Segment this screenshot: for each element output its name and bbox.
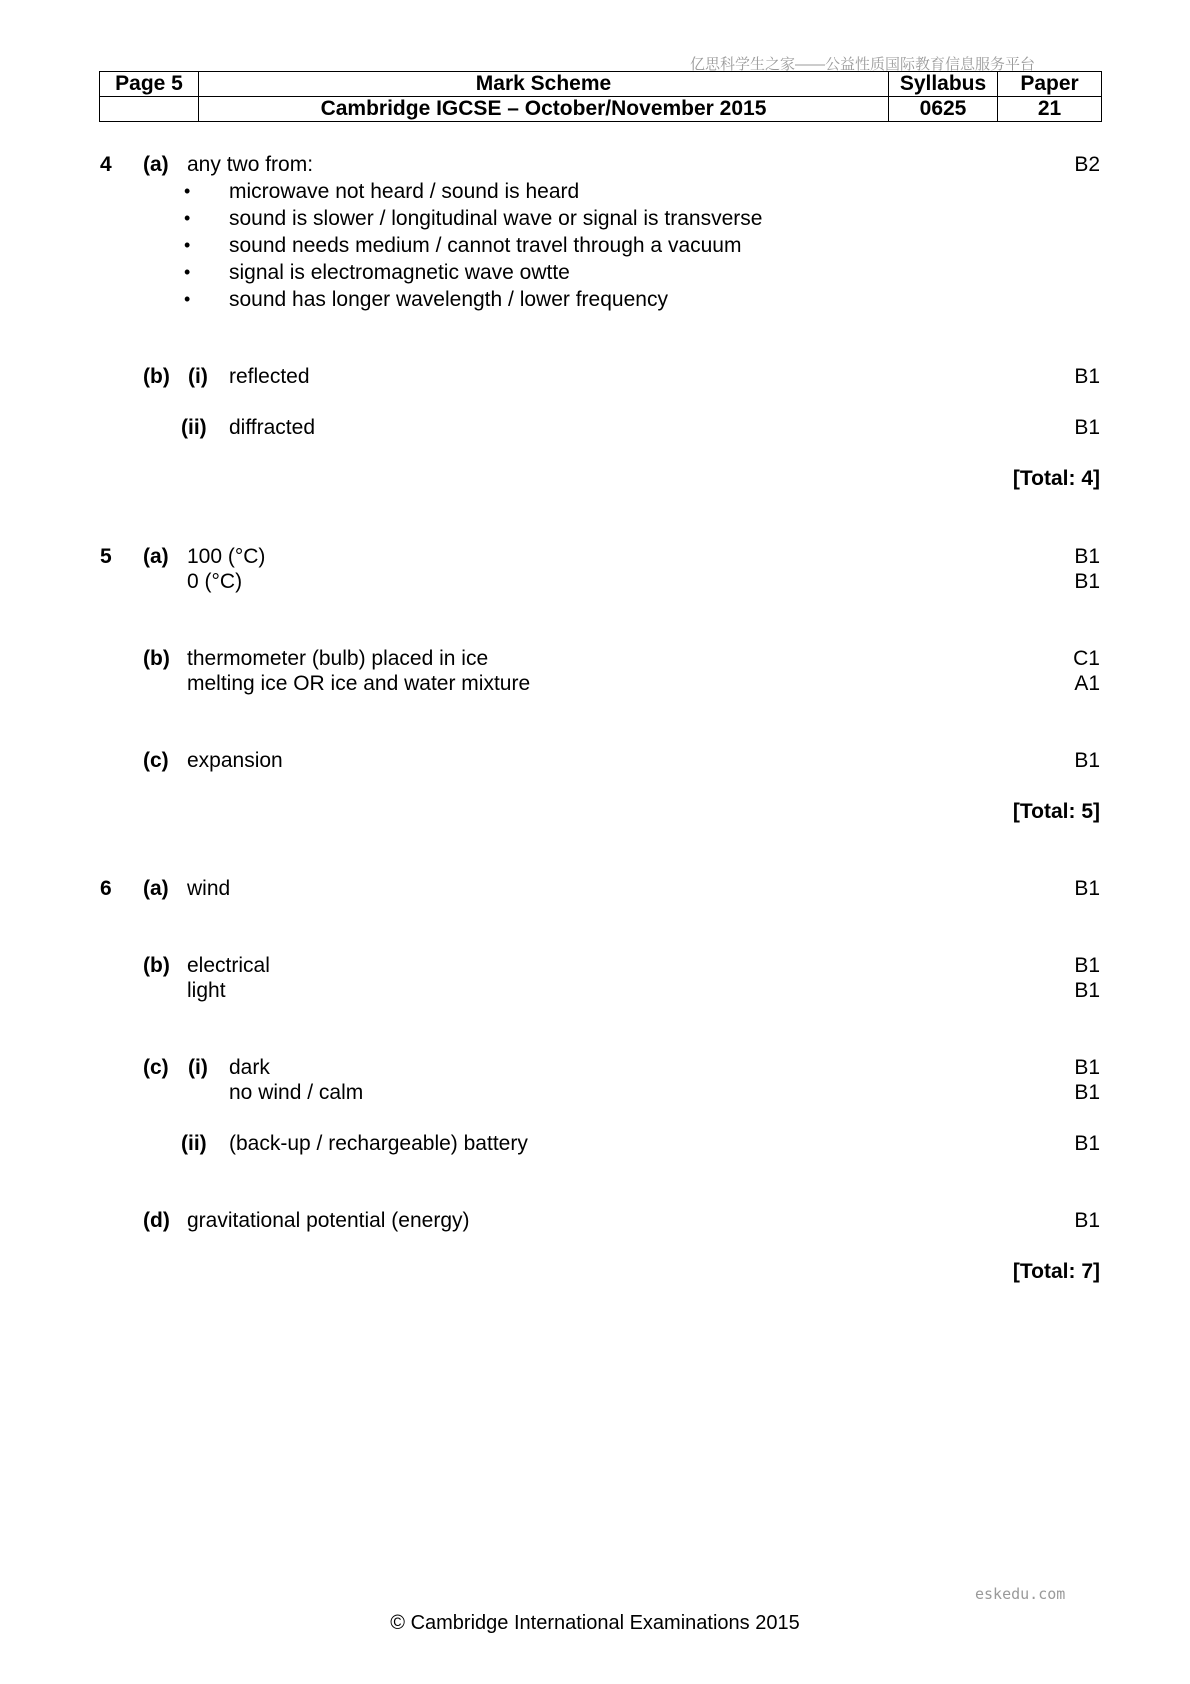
q5c-label: (c) xyxy=(143,749,169,772)
q5a-mark2: B1 xyxy=(1074,570,1100,593)
q6a-mark: B1 xyxy=(1074,877,1100,900)
q4-number: 4 xyxy=(100,153,112,176)
q6ci-label: (i) xyxy=(188,1056,208,1079)
q6d-text: gravitational potential (energy) xyxy=(187,1209,470,1232)
header-syllabus-code: 0625 xyxy=(889,97,998,122)
q5b-label: (b) xyxy=(143,647,170,670)
header-syllabus-label: Syllabus xyxy=(889,72,998,97)
q4-total: [Total: 4] xyxy=(1012,467,1100,490)
q6a-text: wind xyxy=(187,877,231,900)
header-title: Mark Scheme xyxy=(199,72,889,97)
q5-number: 5 xyxy=(100,545,112,568)
q4bi-label: (i) xyxy=(188,365,208,388)
q6cii-label: (ii) xyxy=(181,1132,207,1155)
q6b-line2: light xyxy=(187,979,226,1002)
q4bi-text: reflected xyxy=(229,365,310,388)
q5b-mark2: A1 xyxy=(1074,672,1100,695)
q5c-text: expansion xyxy=(187,749,283,772)
q6c-label: (c) xyxy=(143,1056,169,1079)
header-page: Page 5 xyxy=(100,72,199,97)
q4a-bullet-1: microwave not heard / sound is heard xyxy=(229,180,580,203)
q6a-label: (a) xyxy=(143,877,169,900)
q5-total: [Total: 5] xyxy=(1012,800,1100,823)
q6cii-mark: B1 xyxy=(1074,1132,1100,1155)
q6d-mark: B1 xyxy=(1074,1209,1100,1232)
q6-total: [Total: 7] xyxy=(1012,1260,1100,1283)
header-table xyxy=(99,71,1102,122)
q6d-label: (d) xyxy=(143,1209,170,1232)
watermark-bottom: eskedu.com xyxy=(975,1585,1066,1603)
q4a-bullet-5: sound has longer wavelength / lower frequency xyxy=(229,288,668,311)
header-paper-number: 21 xyxy=(998,97,1102,122)
q4bi-mark: B1 xyxy=(1074,365,1100,388)
q6-number: 6 xyxy=(100,877,112,900)
bullet-icon: • xyxy=(184,235,191,255)
q5c-mark: B1 xyxy=(1074,749,1100,772)
bullet-icon: • xyxy=(184,181,191,201)
bullet-icon: • xyxy=(184,262,191,282)
header-empty-cell xyxy=(100,97,199,122)
q4bii-text: diffracted xyxy=(229,416,315,439)
header-subtitle: Cambridge IGCSE – October/November 2015 xyxy=(199,97,889,122)
q4a-mark: B2 xyxy=(1074,153,1100,176)
q5b-line2: melting ice OR ice and water mixture xyxy=(187,672,531,695)
q6ci-mark2: B1 xyxy=(1074,1081,1100,1104)
q5a-line1: 100 (°C) xyxy=(187,545,266,568)
q4a-text: any two from: xyxy=(187,153,314,176)
q5b-line1: thermometer (bulb) placed in ice xyxy=(187,647,489,670)
q6b-mark1: B1 xyxy=(1074,954,1100,977)
q4bii-label: (ii) xyxy=(181,416,207,439)
q6ci-line2: no wind / calm xyxy=(229,1081,364,1104)
q4a-bullet-4: signal is electromagnetic wave owtte xyxy=(229,261,570,284)
q5a-label: (a) xyxy=(143,545,169,568)
q4a-bullet-3: sound needs medium / cannot travel through a vacuum xyxy=(229,234,742,257)
q5a-mark1: B1 xyxy=(1074,545,1100,568)
q4bii-mark: B1 xyxy=(1074,416,1100,439)
q6ci-line1: dark xyxy=(229,1056,270,1079)
bullet-icon: • xyxy=(184,289,191,309)
q6cii-text: (back-up / rechargeable) battery xyxy=(229,1132,528,1155)
q4a-label: (a) xyxy=(143,153,169,176)
q4b-label: (b) xyxy=(143,365,170,388)
watermark-top: 亿思科学生之家——公益性质国际教育信息服务平台 xyxy=(690,56,1036,73)
header-paper-label: Paper xyxy=(998,72,1102,97)
q6ci-mark1: B1 xyxy=(1074,1056,1100,1079)
q6b-label: (b) xyxy=(143,954,170,977)
q4a-bullet-2: sound is slower / longitudinal wave or signal is transverse xyxy=(229,207,763,230)
bullet-icon: • xyxy=(184,208,191,228)
footer-copyright: © Cambridge International Examinations 2015 xyxy=(390,1612,800,1634)
q6b-line1: electrical xyxy=(187,954,270,977)
q6b-mark2: B1 xyxy=(1074,979,1100,1002)
q5b-mark1: C1 xyxy=(1073,647,1100,670)
q5a-line2: 0 (°C) xyxy=(187,570,243,593)
